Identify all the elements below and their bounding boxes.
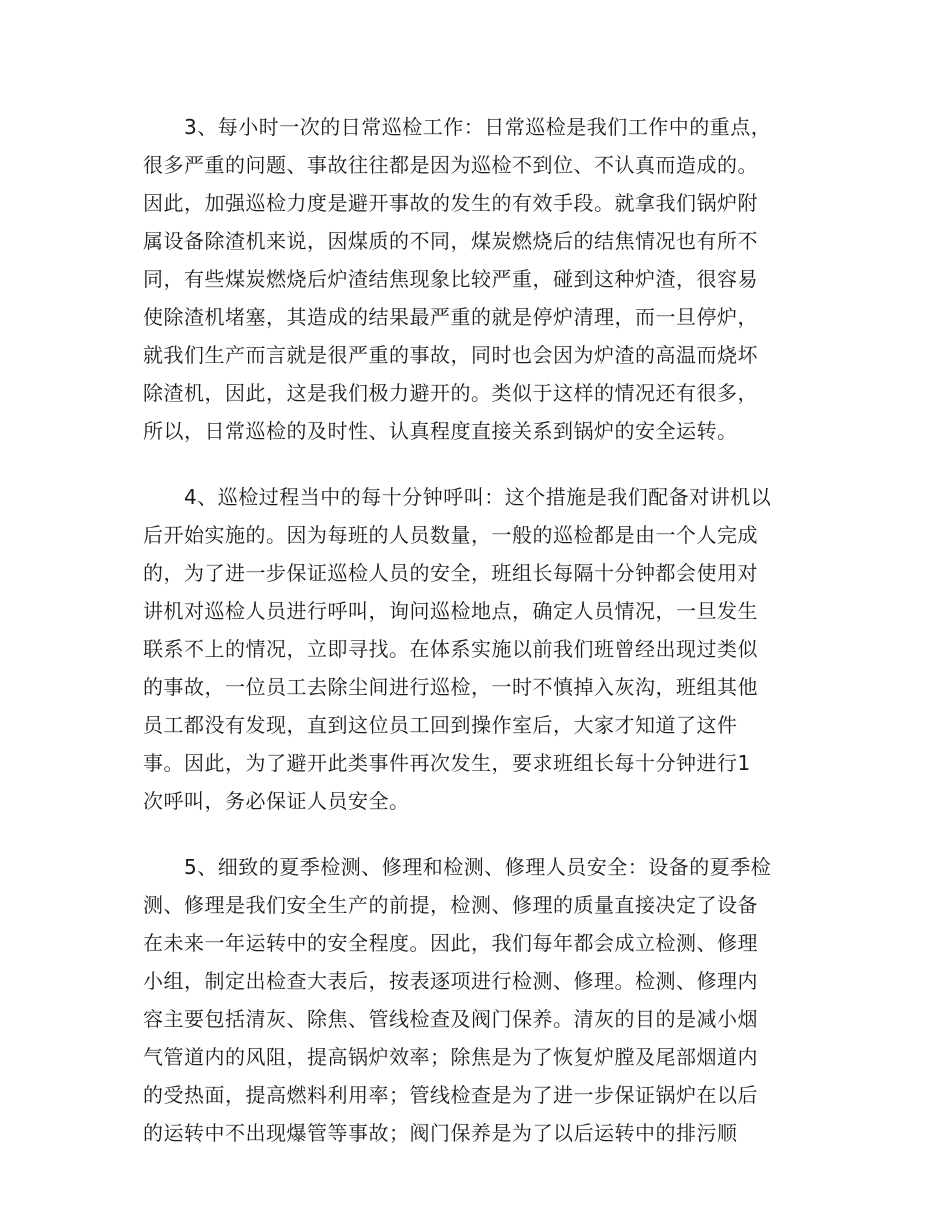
text-line: 测、修理是我们安全生产的前提，检测、修理的质量直接决定了设备	[143, 893, 758, 917]
text-line: 很多严重的问题、事故往往都是因为巡检不到位、不认真而造成的。	[143, 153, 758, 177]
text-line: 小组，制定出检查大表后，按表逐项进行检测、修理。检测、修理内	[143, 969, 758, 993]
text-line: 使除渣机堵塞，其造成的结果最严重的就是停炉清理，而一旦停炉，	[143, 305, 758, 329]
text-line: 后开始实施的。因为每班的人员数量，一般的巡检都是由一个人完成	[143, 523, 758, 547]
text-line: 4、巡检过程当中的每十分钟呼叫：这个措施是我们配备对讲机以	[184, 485, 772, 509]
text-line: 联系不上的情况，立即寻找。在体系实施以前我们班曾经出现过类似	[143, 637, 758, 661]
text-line: 在未来一年运转中的安全程度。因此，我们每年都会成立检测、修理	[143, 931, 758, 955]
document-body	[143, 108, 811, 1180]
text-line: 的事故，一位员工去除尘间进行巡检，一时不慎掉入灰沟，班组其他	[143, 675, 758, 699]
text-line: 气管道内的风阻，提高锅炉效率；除焦是为了恢复炉膛及尾部烟道内	[143, 1045, 758, 1069]
text-line: 事。因此，为了避开此类事件再次发生，要求班组长每十分钟进行1	[143, 751, 751, 775]
text-line: 容主要包括清灰、除焦、管线检查及阀门保养。清灰的目的是减小烟	[143, 1007, 758, 1031]
text-line: 讲机对巡检人员进行呼叫，询问巡检地点，确定人员情况，一旦发生	[143, 599, 758, 623]
text-line: 因此，加强巡检力度是避开事故的发生的有效手段。就拿我们锅炉附	[143, 191, 758, 215]
paragraph-ten-minute-call	[143, 478, 811, 820]
text-line: 属设备除渣机来说，因煤质的不同，煤炭燃烧后的结焦情况也有所不	[143, 229, 758, 253]
text-line: 5、细致的夏季检测、修理和检测、修理人员安全：设备的夏季检	[184, 855, 772, 879]
text-line: 就我们生产而言就是很严重的事故，同时也会因为炉渣的高温而烧坏	[143, 343, 758, 367]
text-line: 的运转中不出现爆管等事故；阀门保养是为了以后运转中的排污顺	[143, 1121, 738, 1145]
text-line: 除渣机，因此，这是我们极力避开的。类似于这样的情况还有很多，	[143, 381, 758, 405]
text-line: 3、每小时一次的日常巡检工作：日常巡检是我们工作中的重点，	[184, 115, 772, 139]
paragraph-daily-inspection	[143, 108, 811, 450]
text-line: 的受热面，提高燃料利用率；管线检查是为了进一步保证锅炉在以后	[143, 1083, 758, 1107]
text-line: 员工都没有发现，直到这位员工回到操作室后，大家才知道了这件	[143, 713, 738, 737]
text-line: 的，为了进一步保证巡检人员的安全，班组长每隔十分钟都会使用对	[143, 561, 758, 585]
paragraph-summer-maintenance	[143, 848, 811, 1152]
text-line: 所以，日常巡检的及时性、认真程度直接关系到锅炉的安全运转。	[143, 419, 738, 443]
text-line: 同，有些煤炭燃烧后炉渣结焦现象比较严重，碰到这种炉渣，很容易	[143, 267, 758, 291]
text-line: 次呼叫，务必保证人员安全。	[143, 789, 410, 813]
